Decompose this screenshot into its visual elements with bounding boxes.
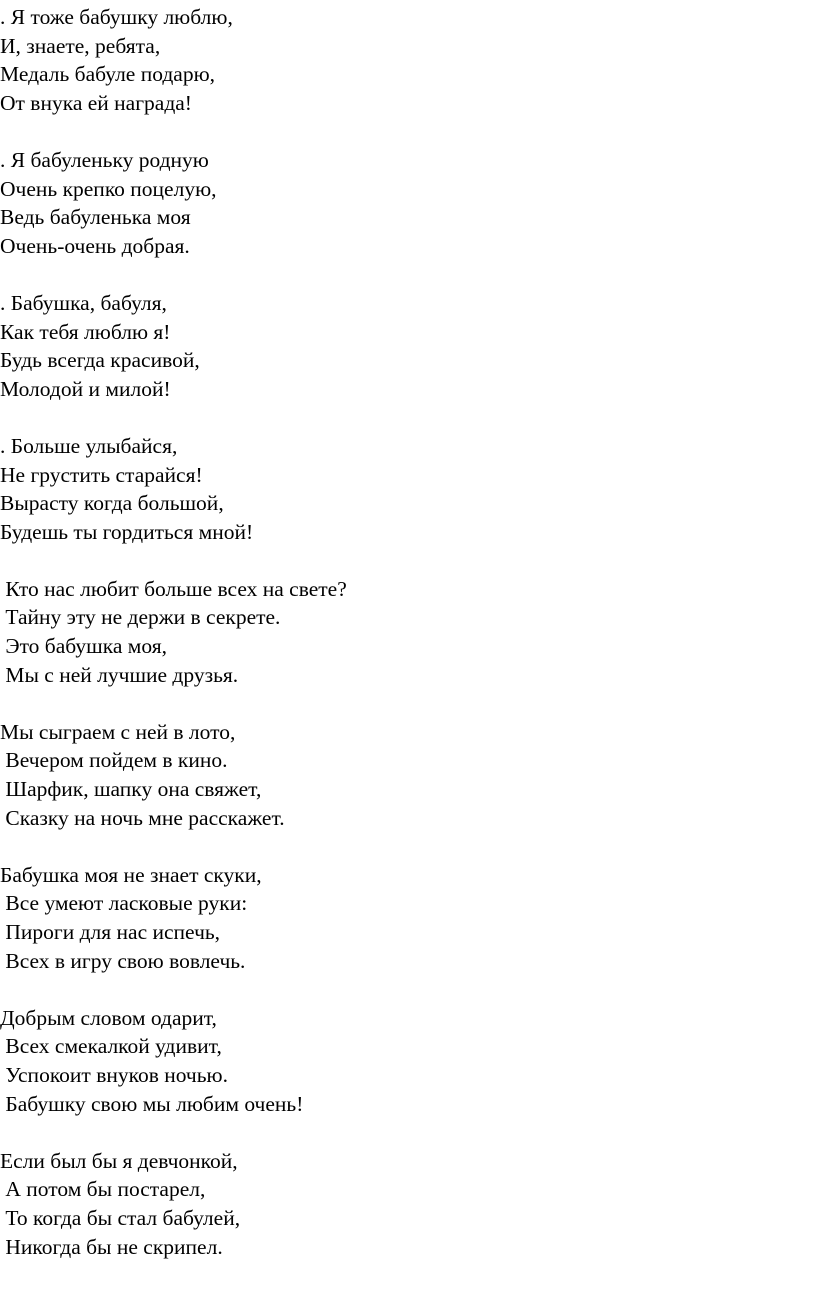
poem-line: Все умеют ласковые руки: <box>0 891 248 916</box>
poem-line: Если был бы я девчонкой, <box>0 1148 238 1173</box>
poem-line: Очень-очень добрая. <box>0 233 190 258</box>
poem-line: То когда бы стал бабулей, <box>0 1205 241 1230</box>
poem-line: . Бабушка, бабуля, <box>0 290 167 315</box>
poem-line: А потом бы постарел, <box>0 1177 206 1202</box>
poem-line: Будешь ты гордиться мной! <box>0 519 254 544</box>
stanza <box>0 1147 800 1261</box>
stanza <box>0 718 800 832</box>
poem-line: Никогда бы не скрипел. <box>0 1234 223 1259</box>
poem-line: Всех в игру свою вовлечь. <box>0 948 246 973</box>
poem-line: Кто нас любит больше всех на свете? <box>0 576 347 601</box>
poem-line: . Я бабуленьку родную <box>0 147 209 172</box>
stanza <box>0 432 800 546</box>
poem-line: Медаль бабуле подарю, <box>0 62 216 87</box>
poem-line: Бабушка моя не знает скуки, <box>0 862 262 887</box>
poem-line: Сказку на ночь мне расскажет. <box>0 805 285 830</box>
stanza <box>0 1004 800 1118</box>
stanza <box>0 861 800 975</box>
poem-line: Ведь бабуленька моя <box>0 205 191 230</box>
stanza <box>0 289 800 403</box>
poem-line: . Я тоже бабушку люблю, <box>0 5 233 29</box>
stanza <box>0 575 800 689</box>
poem-line: Успокоит внуков ночью. <box>0 1062 228 1087</box>
poem-line: Не грустить старайся! <box>0 462 203 487</box>
poem-line: Мы с ней лучшие друзья. <box>0 662 239 687</box>
poem-line: . Больше улыбайся, <box>0 433 178 458</box>
poem-line: Вечером пойдем в кино. <box>0 748 228 773</box>
poem-line: Шарфик, шапку она свяжет, <box>0 777 262 802</box>
poem-line: От внука ей награда! <box>0 90 192 115</box>
stanza <box>0 3 800 117</box>
poem-line: Молодой и милой! <box>0 376 171 401</box>
poem-line: Тайну эту не держи в секрете. <box>0 605 281 630</box>
poem-line: Всех смекалкой удивит, <box>0 1034 222 1059</box>
poem-line: Вырасту когда большой, <box>0 491 224 516</box>
poem-line: Как тебя люблю я! <box>0 319 171 344</box>
stanza <box>0 146 800 260</box>
poem-line: Мы сыграем с ней в лото, <box>0 719 236 744</box>
poem-line: Бабушку свою мы любим очень! <box>0 1091 304 1116</box>
poem-line: Пироги для нас испечь, <box>0 920 221 944</box>
poem-line: Это бабушка моя, <box>0 634 167 659</box>
poem-line: И, знаете, ребята, <box>0 33 161 58</box>
poem-line: Будь всегда красивой, <box>0 348 200 373</box>
poem <box>0 3 800 1290</box>
poem-line: Очень крепко поцелую, <box>0 176 217 201</box>
poem-line: Добрым словом одарит, <box>0 1005 217 1030</box>
